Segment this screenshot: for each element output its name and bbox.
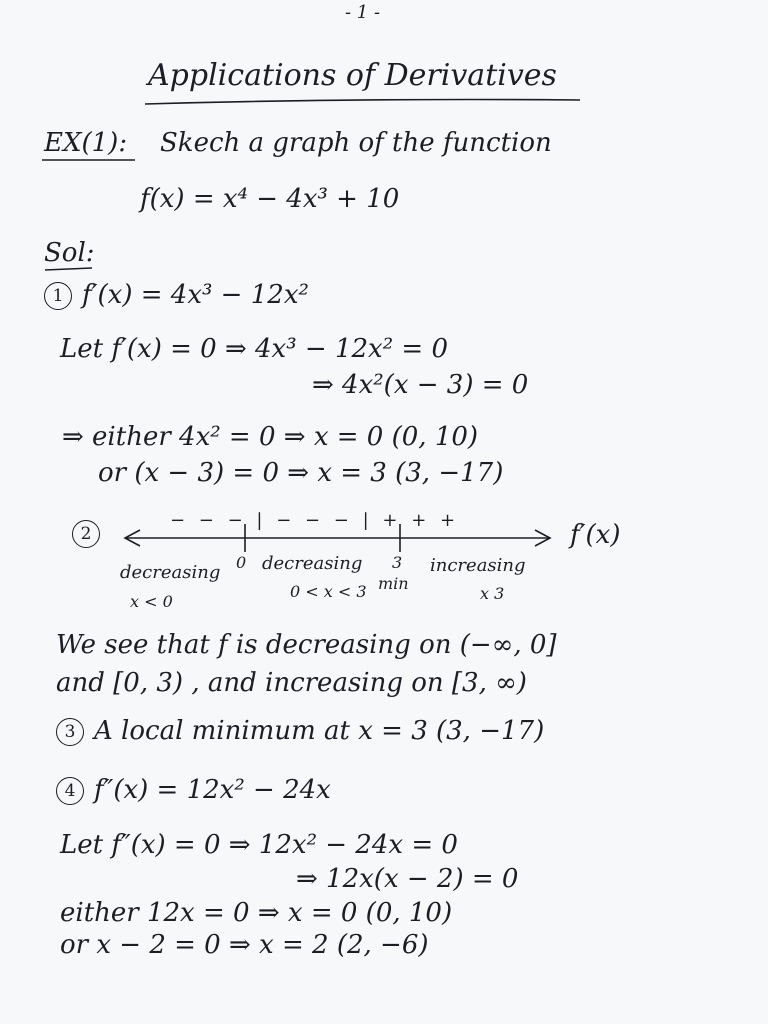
interval3-range: x 3 xyxy=(480,584,505,603)
step1-line xyxy=(44,280,309,310)
step4-number: 4 xyxy=(56,777,84,805)
solution-underline xyxy=(45,268,92,270)
conclusion-line-2: and [0, 3) , and increasing on [3, ∞) xyxy=(56,668,527,698)
local-minimum-statement: A local minimum at x = 3 (3, −17) xyxy=(94,716,545,746)
sign-chart-fprime: f′(x) xyxy=(570,520,621,550)
step4-let-line: Let f″(x) = 0 ⇒ 12x² − 24x = 0 xyxy=(60,830,458,860)
step1-or: or (x − 3) = 0 ⇒ x = 3 (3, −17) xyxy=(98,458,504,488)
tick-label-3: 3 xyxy=(392,553,403,572)
step1-let-line: Let f′(x) = 0 ⇒ 4x³ − 12x² = 0 xyxy=(60,334,448,364)
page-number: - 1 - xyxy=(345,2,381,23)
example-prompt: Skech a graph of the function xyxy=(160,128,552,158)
example-label: EX(1): xyxy=(44,128,128,158)
step1-number: 1 xyxy=(44,282,72,310)
step1-either: ⇒ either 4x² = 0 ⇒ x = 0 (0, 10) xyxy=(62,422,479,452)
step1-factored: ⇒ 4x²(x − 3) = 0 xyxy=(312,370,529,400)
second-derivative: f″(x) = 12x² − 24x xyxy=(94,775,331,805)
interval1-range: x < 0 xyxy=(130,592,173,611)
step4-or: or x − 2 = 0 ⇒ x = 2 (2, −6) xyxy=(60,930,429,960)
interval1-label: decreasing xyxy=(120,562,221,583)
first-derivative: f′(x) = 4x³ − 12x² xyxy=(82,280,309,310)
page-title: Applications of Derivatives xyxy=(148,58,557,93)
step2-number: 2 xyxy=(72,520,100,548)
step3-number: 3 xyxy=(56,718,84,746)
interval3-label: increasing xyxy=(430,555,526,576)
step4-either: either 12x = 0 ⇒ x = 0 (0, 10) xyxy=(60,898,453,928)
sign-chart-signs: − − − | − − − | + + + xyxy=(170,510,460,531)
title-underline xyxy=(145,100,580,105)
minimum-label: min xyxy=(378,574,409,593)
solution-label: Sol: xyxy=(44,238,95,268)
step4-line xyxy=(56,775,331,805)
conclusion-line-1: We see that f is decreasing on (−∞, 0] xyxy=(56,630,557,660)
interval2-label: decreasing xyxy=(262,553,363,574)
step3-line xyxy=(56,716,544,746)
function-definition: f(x) = x⁴ − 4x³ + 10 xyxy=(140,184,400,214)
interval2-range: 0 < x < 3 xyxy=(290,582,367,601)
step4-factored: ⇒ 12x(x − 2) = 0 xyxy=(296,864,519,894)
tick-label-0: 0 xyxy=(236,553,247,572)
